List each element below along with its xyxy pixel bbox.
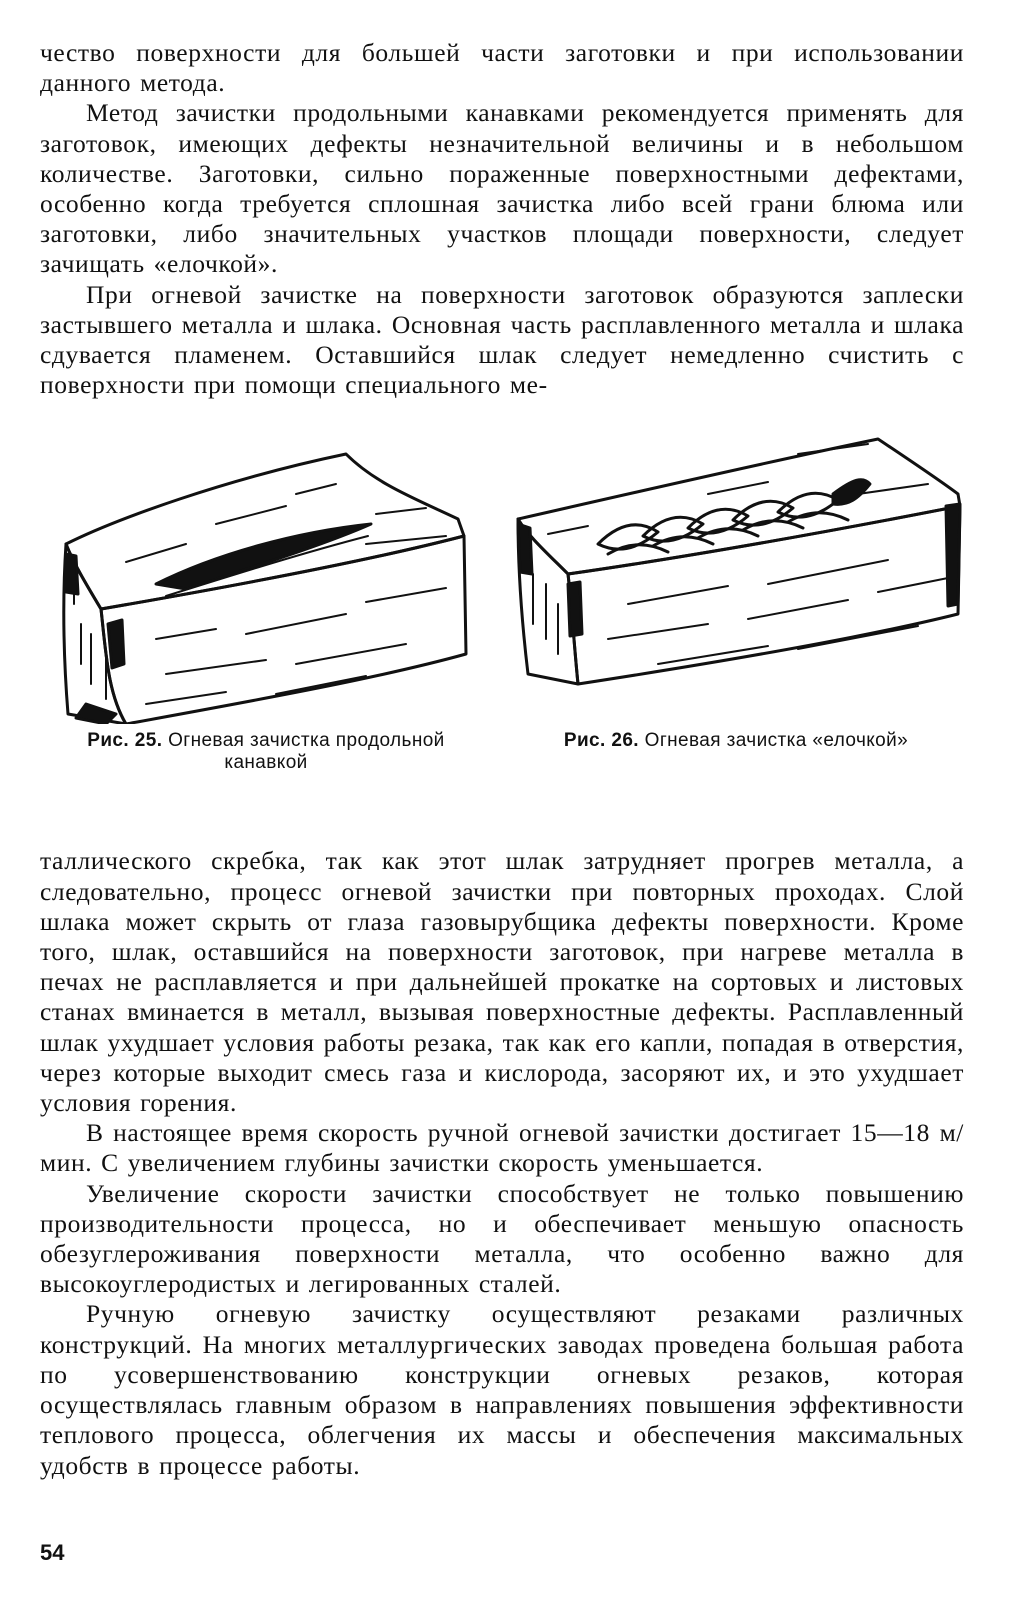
- figure-26: [508, 424, 964, 752]
- paragraph-scraper-continuation: таллического скребка, так как этот шлак затрудняет прогрев металла, а следовательно, процесс огневой зачистки при повторных проходах. Слой шлака может скрыть от глаза газовырубщика дефекты поверхности. Кроме того, шлак, оставшийся на поверхности заготовок, при нагреве металла в печах не расплавляется и при дальнейшей прокатке на сортовых и листовых станах вминается в металл, вызывая поверхностные дефекты. Расплавленный шлак ухудшает условия работы резака, так как его капли, попадая в отверстия, через которые выходит смесь газа и кислорода, засоряют их, и это ухудшает условия горения.: [40, 846, 964, 1118]
- figure-25-caption: [46, 730, 486, 774]
- paragraph-speed: В настоящее время скорость ручной огневой зачистки достигает 15—18 м/мин. С увеличением глубины зачистки скорость уменьшается.: [40, 1118, 964, 1178]
- figure-26-caption: [508, 730, 964, 752]
- figure-26-text: Огневая зачистка «елочкой»: [644, 730, 909, 752]
- figure-26-label: Рис. 26.: [563, 730, 639, 752]
- billet-herringbone-illustration: [508, 424, 964, 724]
- book-page: [40, 38, 964, 1481]
- paragraph-continuation: чество поверхности для большей части заготовки и при использовании данного метода.: [40, 38, 964, 98]
- billet-longitudinal-groove-illustration: [46, 424, 486, 724]
- paragraph-slag-removal: При огневой зачистке на поверхности заготовок образуются заплески застывшего металла и шлака. Основная часть расплавленного металла и шлака сдувается пламенем. Оставшийся шлак следует немедленно счистить с поверхности при помощи специального ме-: [40, 279, 964, 400]
- paragraph-torches: Ручную огневую зачистку осуществляют резаками различных конструкций. На многих металлургических заводах проведена большая работа по усовершенствованию конструкции огневых резаков, которая осуществлялась главным образом в направлениях повышения эффективности теплового процесса, облегчения их массы и обеспечения максимальных удобств в процессе работы.: [40, 1299, 964, 1480]
- figure-25-label: Рис. 25.: [87, 730, 163, 752]
- page-number: 54: [40, 1540, 65, 1565]
- figures-row: [40, 424, 964, 836]
- figure-25: [46, 424, 486, 774]
- figure-25-text: Огневая зачистка продольной канавкой: [168, 730, 445, 774]
- paragraph-speed-benefits: Увеличение скорости зачистки способствует не только повышению производительности процесса, но и обеспечивает меньшую опасность обезуглероживания поверхности металла, что особенно важно для высокоуглеродистых и легированных сталей.: [40, 1178, 964, 1299]
- paragraph-groove-method: Метод зачистки продольными канавками рекомендуется применять для заготовок, имеющих дефекты незначительной величины и в небольшом количестве. Заготовки, сильно пораженные поверхностными дефектами, особенно когда требуется сплошная зачистка либо всей грани блюма или заготовки, либо значительных участков площади поверхности, следует зачищать «елочкой».: [40, 98, 964, 279]
